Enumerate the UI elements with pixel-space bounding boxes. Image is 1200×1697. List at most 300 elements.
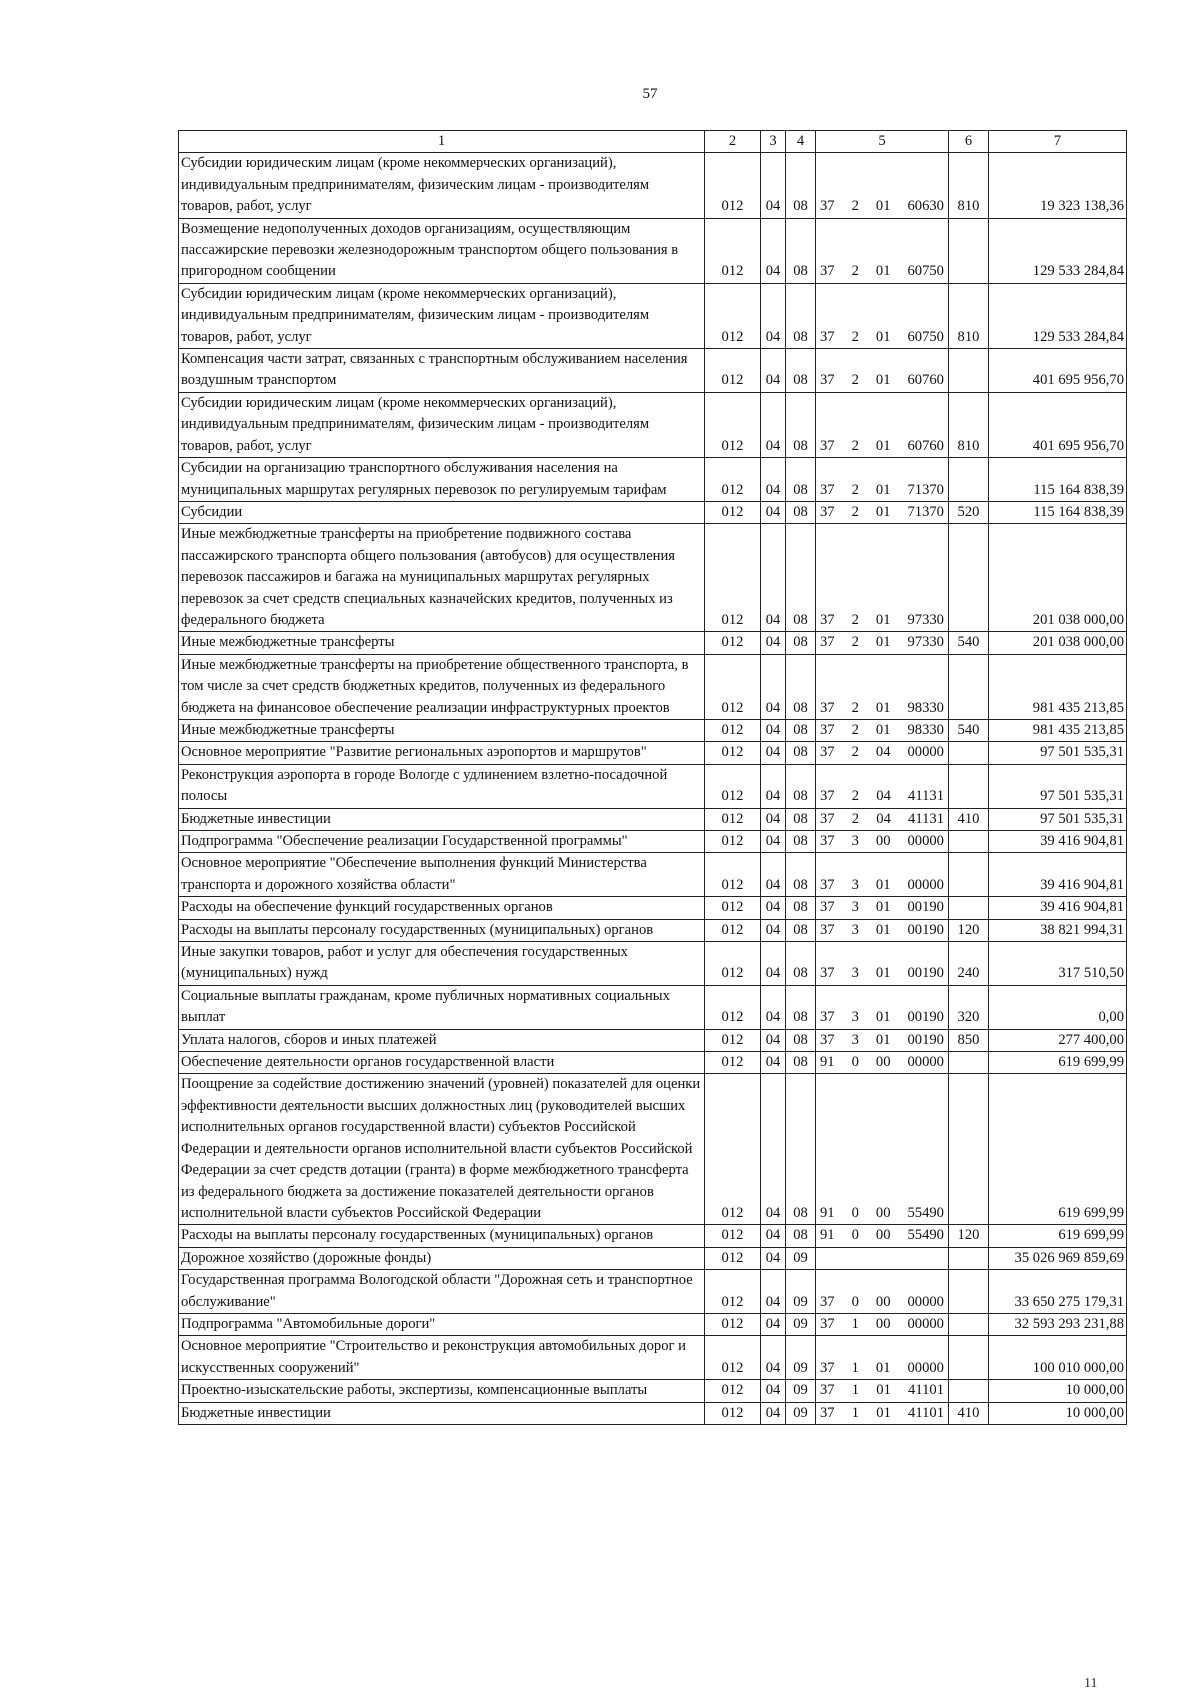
target-article-part: 60630 — [907, 198, 944, 215]
row-section-code: 04 — [761, 218, 786, 283]
target-article-part: 00000 — [907, 1054, 944, 1071]
target-article-part: 55490 — [907, 1204, 944, 1221]
row-expense-type — [949, 853, 989, 897]
target-article-part: 0 — [851, 1293, 859, 1310]
target-article-part: 01 — [875, 1031, 891, 1048]
row-target-article — [816, 742, 949, 764]
row-gr-code: 012 — [705, 1074, 761, 1225]
row-expense-type — [949, 654, 989, 719]
target-article-part: 0 — [851, 1227, 859, 1244]
row-gr-code: 012 — [705, 853, 761, 897]
table-row — [179, 1336, 1127, 1380]
row-name: Основное мероприятие "Строительство и реконструкция автомобильных дорог и искусственных сооружений" — [179, 1336, 705, 1380]
row-expense-type: 540 — [949, 719, 989, 741]
row-name: Расходы на выплаты персоналу государственных (муниципальных) органов — [179, 919, 705, 941]
target-article-part: 01 — [876, 1382, 891, 1399]
row-expense-type — [949, 524, 989, 632]
row-amount: 115 164 838,39 — [989, 458, 1127, 502]
row-amount: 981 435 213,85 — [989, 719, 1127, 741]
row-target-article — [816, 349, 949, 393]
target-article-part: 37 — [820, 1009, 835, 1026]
row-gr-code: 012 — [705, 831, 761, 853]
row-target-article — [816, 153, 949, 218]
target-article-part: 01 — [875, 437, 891, 454]
target-article-part: 3 — [851, 1031, 859, 1048]
target-article-part: 01 — [875, 611, 891, 628]
row-name: Иные межбюджетные трансферты — [179, 719, 705, 741]
row-target-article — [816, 283, 949, 348]
row-subsection-code: 08 — [786, 524, 816, 632]
row-subsection-code: 08 — [786, 831, 816, 853]
row-name: Субсидии на организацию транспортного обслуживания населения на муниципальных маршрутах регулярных перевозок по регулируемым тарифам — [179, 458, 705, 502]
table-row — [179, 458, 1127, 502]
target-article-part: 1 — [851, 1315, 859, 1332]
row-expense-type: 120 — [949, 1225, 989, 1247]
row-section-code: 04 — [761, 742, 786, 764]
target-article-part: 37 — [820, 876, 835, 893]
row-expense-type — [949, 1336, 989, 1380]
row-section-code: 04 — [761, 831, 786, 853]
target-article-parts — [818, 1007, 946, 1028]
target-article-part: 37 — [820, 1382, 835, 1399]
target-article-part: 37 — [820, 634, 835, 651]
row-target-article — [816, 764, 949, 808]
target-article-part: 04 — [876, 788, 891, 805]
row-amount: 201 038 000,00 — [989, 524, 1127, 632]
target-article-part: 91 — [820, 1054, 835, 1071]
target-article-parts — [818, 261, 946, 282]
target-article-part: 00000 — [907, 1359, 944, 1376]
row-target-article — [816, 458, 949, 502]
target-article-parts — [818, 632, 946, 653]
target-article-parts — [818, 610, 946, 631]
row-name: Основное мероприятие "Обеспечение выполнения функций Министерства транспорта и дорожного хозяйства области" — [179, 853, 705, 897]
target-article-part: 2 — [851, 699, 859, 716]
row-target-article — [816, 808, 949, 830]
target-article-part: 0 — [851, 1204, 859, 1221]
target-article-parts — [818, 1358, 946, 1379]
table-row — [179, 719, 1127, 741]
target-article-part: 37 — [820, 921, 835, 938]
row-expense-type — [949, 831, 989, 853]
target-article-part: 37 — [820, 328, 835, 345]
row-name: Проектно-изыскательские работы, экспертизы, компенсационные выплаты — [179, 1380, 705, 1402]
target-article-part: 37 — [820, 372, 835, 389]
target-article-part: 37 — [820, 1031, 835, 1048]
row-target-article — [816, 831, 949, 853]
row-subsection-code: 08 — [786, 218, 816, 283]
header-row — [179, 131, 1127, 153]
row-gr-code: 012 — [705, 808, 761, 830]
target-article-part: 41131 — [908, 810, 944, 827]
row-subsection-code: 09 — [786, 1313, 816, 1335]
target-article-part: 3 — [851, 921, 859, 938]
target-article-parts — [818, 1380, 946, 1401]
target-article-part: 37 — [820, 744, 835, 761]
row-target-article — [816, 1074, 949, 1225]
target-article-part: 01 — [875, 328, 891, 345]
row-target-article — [816, 1270, 949, 1314]
target-article-part: 37 — [820, 1359, 835, 1376]
target-article-part: 01 — [875, 921, 891, 938]
target-article-part: 3 — [851, 899, 859, 916]
row-expense-type: 810 — [949, 283, 989, 348]
target-article-part: 2 — [851, 263, 859, 280]
row-amount: 10 000,00 — [989, 1402, 1127, 1424]
row-expense-type: 520 — [949, 501, 989, 523]
page-number: 57 — [642, 86, 658, 102]
target-article-part: 01 — [875, 503, 891, 520]
table-row — [179, 349, 1127, 393]
target-article-part: 00000 — [907, 744, 944, 761]
target-article-part: 01 — [875, 1359, 891, 1376]
target-article-parts — [818, 742, 946, 763]
row-amount: 97 501 535,31 — [989, 742, 1127, 764]
target-article-part: 91 — [820, 1227, 835, 1244]
row-gr-code: 012 — [705, 764, 761, 808]
target-article-part: 37 — [820, 263, 835, 280]
target-article-parts — [818, 1203, 946, 1224]
target-article-part: 2 — [851, 372, 859, 389]
row-target-article — [816, 853, 949, 897]
target-article-part: 98330 — [907, 721, 944, 738]
row-gr-code: 012 — [705, 392, 761, 457]
target-article-part: 2 — [851, 744, 859, 761]
row-name: Государственная программа Вологодской области "Дорожная сеть и транспортное обслуживание" — [179, 1270, 705, 1314]
table-row — [179, 654, 1127, 719]
row-target-article — [816, 919, 949, 941]
row-target-article — [816, 897, 949, 919]
row-name: Социальные выплаты гражданам, кроме публичных нормативных социальных выплат — [179, 985, 705, 1029]
row-expense-type: 810 — [949, 392, 989, 457]
row-subsection-code: 08 — [786, 853, 816, 897]
table-row — [179, 1029, 1127, 1051]
target-article-part: 00190 — [907, 1031, 944, 1048]
row-subsection-code: 08 — [786, 942, 816, 986]
row-section-code: 04 — [761, 719, 786, 741]
row-section-code: 04 — [761, 524, 786, 632]
row-subsection-code: 09 — [786, 1402, 816, 1424]
target-article-part: 0 — [851, 1054, 859, 1071]
target-article-part: 01 — [875, 198, 891, 215]
target-article-parts — [818, 786, 946, 807]
row-section-code: 04 — [761, 1270, 786, 1314]
row-subsection-code: 08 — [786, 501, 816, 523]
target-article-part: 00 — [875, 1054, 891, 1071]
target-article-parts — [818, 1030, 946, 1051]
target-article-part: 2 — [851, 634, 859, 651]
row-expense-type — [949, 764, 989, 808]
row-subsection-code: 08 — [786, 719, 816, 741]
row-target-article — [816, 1402, 949, 1424]
target-article-part: 00 — [875, 833, 891, 849]
row-name: Подпрограмма "Автомобильные дороги" — [179, 1313, 705, 1335]
row-name: Иные межбюджетные трансферты на приобретение общественного транспорта, в том числе за счет средств бюджетных кредитов, полученных из федерального бюджета на финансовое обеспечение реализации инфраструктурных проектов — [179, 654, 705, 719]
target-article-part: 37 — [820, 833, 835, 849]
row-expense-type: 540 — [949, 632, 989, 654]
target-article-part: 37 — [820, 899, 835, 916]
table-row — [179, 1380, 1127, 1402]
row-amount: 19 323 138,36 — [989, 153, 1127, 218]
row-expense-type: 810 — [949, 153, 989, 218]
table-body — [179, 153, 1127, 1425]
row-amount: 35 026 969 859,69 — [989, 1247, 1127, 1269]
footer-mark: 11 — [1084, 1676, 1098, 1691]
target-article-parts — [818, 370, 946, 391]
row-section-code: 04 — [761, 654, 786, 719]
row-amount: 619 699,99 — [989, 1225, 1127, 1247]
row-name: Уплата налогов, сборов и иных платежей — [179, 1029, 705, 1051]
row-gr-code: 012 — [705, 1336, 761, 1380]
row-name: Расходы на обеспечение функций государственных органов — [179, 897, 705, 919]
row-section-code: 04 — [761, 283, 786, 348]
row-subsection-code: 08 — [786, 764, 816, 808]
target-article-part: 04 — [875, 744, 891, 761]
row-gr-code: 012 — [705, 897, 761, 919]
row-name: Поощрение за содействие достижению значений (уровней) показателей для оценки эффективности деятельности высших должностных лиц (руководителей высших исполнительных органов государственной власти) субъектов Российской Федерации и деятельности органов исполнительной власти субъектов Российской Федерации за счет средств дотации (гранта) в форме межбюджетного трансферта из федерального бюджета за достижение показателей деятельности органов исполнительной власти субъектов Российской Федерации — [179, 1074, 705, 1225]
target-article-parts — [818, 196, 946, 217]
target-article-part: 1 — [851, 1382, 860, 1399]
table-row — [179, 153, 1127, 218]
row-section-code: 04 — [761, 632, 786, 654]
row-name: Субсидии — [179, 501, 705, 523]
target-article-part: 00 — [875, 1293, 891, 1310]
table-row — [179, 1402, 1127, 1424]
target-article-part: 01 — [875, 965, 891, 982]
row-gr-code: 012 — [705, 632, 761, 654]
row-amount: 97 501 535,31 — [989, 764, 1127, 808]
row-amount: 39 416 904,81 — [989, 831, 1127, 853]
column-header: 7 — [989, 131, 1127, 153]
row-gr-code: 012 — [705, 942, 761, 986]
row-section-code: 04 — [761, 1313, 786, 1335]
row-expense-type — [949, 1247, 989, 1269]
target-article-parts — [818, 897, 946, 918]
row-gr-code: 012 — [705, 985, 761, 1029]
target-article-part: 37 — [820, 1315, 835, 1332]
row-subsection-code: 08 — [786, 897, 816, 919]
row-expense-type — [949, 1052, 989, 1074]
target-article-parts — [818, 720, 946, 741]
target-article-part: 2 — [851, 328, 859, 345]
row-subsection-code: 08 — [786, 1052, 816, 1074]
table-row — [179, 392, 1127, 457]
target-article-part: 37 — [820, 611, 835, 628]
row-target-article — [816, 501, 949, 523]
row-amount: 401 695 956,70 — [989, 392, 1127, 457]
row-section-code: 04 — [761, 764, 786, 808]
row-amount: 277 400,00 — [989, 1029, 1127, 1051]
row-gr-code: 012 — [705, 458, 761, 502]
target-article-parts — [818, 831, 946, 852]
target-article-part: 3 — [851, 833, 859, 849]
target-article-part: 37 — [820, 788, 835, 805]
row-name: Реконструкция аэропорта в городе Вологде с удлинением взлетно-посадочной полосы — [179, 764, 705, 808]
row-amount: 115 164 838,39 — [989, 501, 1127, 523]
row-gr-code: 012 — [705, 1402, 761, 1424]
row-expense-type — [949, 218, 989, 283]
target-article-parts — [818, 480, 946, 501]
target-article-part: 37 — [820, 965, 835, 982]
row-subsection-code: 09 — [786, 1247, 816, 1269]
row-name: Компенсация части затрат, связанных с транспортным обслуживанием населения воздушным транспортом — [179, 349, 705, 393]
row-name: Субсидии юридическим лицам (кроме некоммерческих организаций), индивидуальным предпринимателям, физическим лицам - производителям товаров, работ, услуг — [179, 283, 705, 348]
row-amount: 317 510,50 — [989, 942, 1127, 986]
row-section-code: 04 — [761, 853, 786, 897]
row-amount: 38 821 994,31 — [989, 919, 1127, 941]
row-section-code: 04 — [761, 919, 786, 941]
target-article-part: 00000 — [907, 876, 944, 893]
target-article-part: 00 — [875, 1227, 891, 1244]
target-article-part: 97330 — [907, 611, 944, 628]
row-name: Расходы на выплаты персоналу государственных (муниципальных) органов — [179, 1225, 705, 1247]
target-article-part: 2 — [851, 788, 860, 805]
target-article-part: 01 — [875, 721, 891, 738]
target-article-part: 04 — [876, 810, 891, 827]
target-article-parts — [818, 327, 946, 348]
row-amount: 10 000,00 — [989, 1380, 1127, 1402]
row-section-code: 04 — [761, 349, 786, 393]
row-expense-type — [949, 1074, 989, 1225]
table-row — [179, 1313, 1127, 1335]
row-subsection-code: 08 — [786, 919, 816, 941]
row-target-article — [816, 218, 949, 283]
target-article-part: 01 — [875, 481, 891, 498]
target-article-parts — [818, 1292, 946, 1313]
row-target-article — [816, 985, 949, 1029]
row-expense-type — [949, 1270, 989, 1314]
row-target-article — [816, 1029, 949, 1051]
row-expense-type — [949, 349, 989, 393]
target-article-part: 01 — [875, 372, 891, 389]
target-article-part: 60760 — [907, 372, 944, 389]
row-name: Субсидии юридическим лицам (кроме некоммерческих организаций), индивидуальным предпринимателям, физическим лицам - производителям товаров, работ, услуг — [179, 153, 705, 218]
column-header: 5 — [816, 131, 949, 153]
target-article-part: 37 — [820, 198, 835, 215]
target-article-part: 01 — [875, 263, 891, 280]
row-subsection-code: 08 — [786, 1029, 816, 1051]
target-article-part: 3 — [851, 876, 859, 893]
target-article-part: 1 — [851, 1404, 860, 1421]
target-article-part: 00190 — [907, 1009, 944, 1026]
target-article-parts — [818, 1314, 946, 1335]
target-article-part: 00 — [875, 1204, 891, 1221]
target-article-parts — [818, 875, 946, 896]
column-header: 2 — [705, 131, 761, 153]
row-section-code: 04 — [761, 153, 786, 218]
row-section-code: 04 — [761, 1402, 786, 1424]
row-expense-type — [949, 1313, 989, 1335]
row-target-article — [816, 1313, 949, 1335]
table-row — [179, 764, 1127, 808]
target-article-part: 00000 — [907, 1315, 944, 1332]
row-name: Обеспечение деятельности органов государственной власти — [179, 1052, 705, 1074]
row-amount: 201 038 000,00 — [989, 632, 1127, 654]
row-target-article — [816, 1380, 949, 1402]
target-article-part: 2 — [851, 611, 859, 628]
target-article-parts — [818, 502, 946, 523]
target-article-parts — [818, 1225, 946, 1246]
target-article-part: 71370 — [907, 481, 944, 498]
table-row — [179, 1247, 1127, 1269]
row-expense-type — [949, 458, 989, 502]
row-target-article — [816, 1247, 949, 1269]
table-row — [179, 1270, 1127, 1314]
row-amount: 39 416 904,81 — [989, 897, 1127, 919]
row-section-code: 04 — [761, 501, 786, 523]
target-article-part: 01 — [875, 899, 891, 916]
table-row — [179, 1074, 1127, 1225]
target-article-part: 91 — [820, 1204, 835, 1221]
target-article-part: 55490 — [907, 1227, 944, 1244]
target-article-parts — [818, 963, 946, 984]
target-article-part: 41131 — [908, 788, 944, 805]
row-section-code: 04 — [761, 1380, 786, 1402]
row-subsection-code: 08 — [786, 1225, 816, 1247]
target-article-part: 01 — [875, 634, 891, 651]
row-amount: 97 501 535,31 — [989, 808, 1127, 830]
table-row — [179, 808, 1127, 830]
row-section-code: 04 — [761, 942, 786, 986]
table-row — [179, 1225, 1127, 1247]
table-row — [179, 501, 1127, 523]
row-subsection-code: 08 — [786, 742, 816, 764]
row-amount: 129 533 284,84 — [989, 283, 1127, 348]
row-name: Основное мероприятие "Развитие региональных аэропортов и маршрутов" — [179, 742, 705, 764]
row-name: Иные межбюджетные трансферты на приобретение подвижного состава пассажирского транспорта общего пользования (автобусов) для осуществления перевозок пассажиров и багажа на муниципальных маршрутах регулярных перевозок за счет средств специальных казначейских кредитов, полученных из федерального бюджета — [179, 524, 705, 632]
target-article-part: 3 — [851, 965, 859, 982]
row-expense-type: 850 — [949, 1029, 989, 1051]
target-article-part: 01 — [876, 1404, 891, 1421]
row-gr-code: 012 — [705, 524, 761, 632]
row-subsection-code: 09 — [786, 1270, 816, 1314]
row-gr-code: 012 — [705, 218, 761, 283]
target-article-part: 01 — [875, 699, 891, 716]
target-article-part: 2 — [851, 481, 859, 498]
row-amount: 401 695 956,70 — [989, 349, 1127, 393]
table-row — [179, 897, 1127, 919]
row-target-article — [816, 719, 949, 741]
row-amount: 32 593 293 231,88 — [989, 1313, 1127, 1335]
row-name: Подпрограмма "Обеспечение реализации Государственной программы" — [179, 831, 705, 853]
target-article-part: 00 — [875, 1315, 891, 1332]
row-gr-code: 012 — [705, 654, 761, 719]
row-section-code: 04 — [761, 808, 786, 830]
row-section-code: 04 — [761, 1074, 786, 1225]
row-gr-code: 012 — [705, 349, 761, 393]
target-article-part: 98330 — [907, 699, 944, 716]
row-expense-type — [949, 897, 989, 919]
target-article-part: 60750 — [907, 328, 944, 345]
target-article-part: 37 — [820, 1293, 835, 1310]
row-amount: 0,00 — [989, 985, 1127, 1029]
row-gr-code: 012 — [705, 1029, 761, 1051]
row-amount: 129 533 284,84 — [989, 218, 1127, 283]
row-amount: 33 650 275 179,31 — [989, 1270, 1127, 1314]
row-section-code: 04 — [761, 1247, 786, 1269]
row-section-code: 04 — [761, 1225, 786, 1247]
table-row — [179, 831, 1127, 853]
target-article-part: 41101 — [908, 1382, 944, 1399]
row-gr-code: 012 — [705, 919, 761, 941]
row-subsection-code: 08 — [786, 985, 816, 1029]
row-name: Дорожное хозяйство (дорожные фонды) — [179, 1247, 705, 1269]
table-header — [179, 131, 1127, 153]
row-subsection-code: 08 — [786, 349, 816, 393]
target-article-part: 3 — [851, 1009, 859, 1026]
row-section-code: 04 — [761, 458, 786, 502]
row-subsection-code: 09 — [786, 1380, 816, 1402]
